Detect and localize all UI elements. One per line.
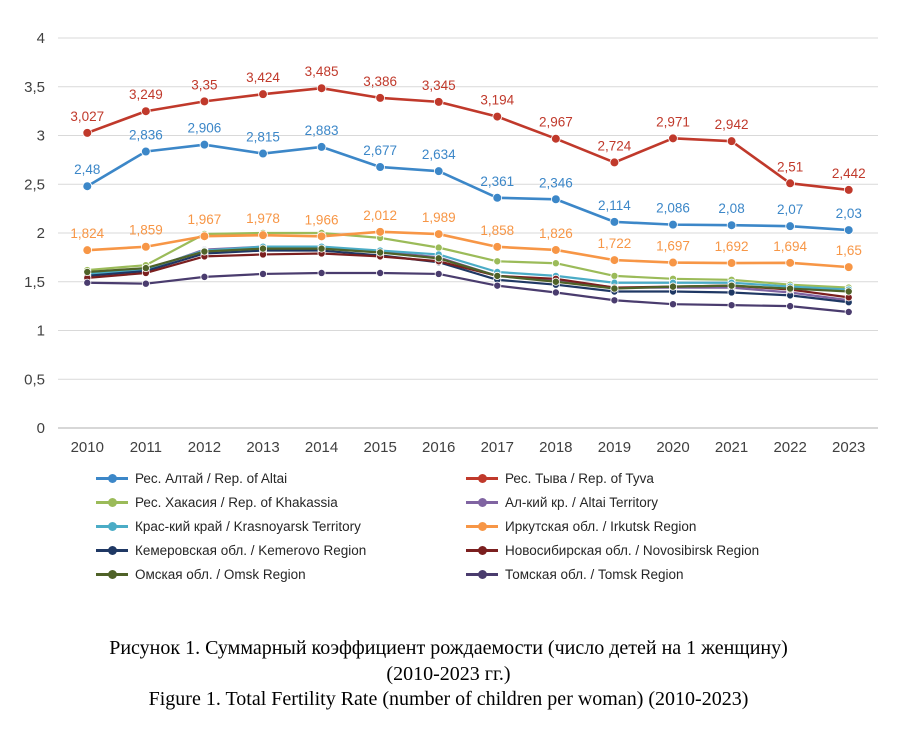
series-point: [84, 279, 91, 286]
data-point-label: 2,51: [777, 159, 804, 175]
y-axis-tick-label: 4: [36, 30, 45, 47]
series-point: [552, 278, 559, 285]
data-point-label: 2,815: [246, 129, 280, 145]
data-point-label: 2,836: [128, 127, 163, 143]
series-point: [845, 308, 852, 315]
series-point: [376, 227, 385, 236]
series-point: [317, 143, 326, 152]
x-axis-tick-label: 2020: [656, 439, 690, 456]
series-point: [669, 134, 678, 143]
series-point: [259, 245, 266, 252]
series-point: [376, 163, 385, 172]
figure-caption: [0, 636, 897, 713]
data-point-label: 3,194: [480, 92, 515, 108]
series-point: [669, 220, 678, 229]
series-point: [318, 245, 325, 252]
legend-label: Иркутская обл. / Irkutsk Region: [505, 518, 697, 534]
legend-marker-icon: [96, 543, 128, 557]
legend-marker-icon: [96, 519, 128, 533]
y-axis-tick-label: 0,5: [24, 371, 45, 389]
legend-marker-icon: [466, 543, 498, 557]
chart-legend: [96, 466, 836, 586]
legend-label: Рес. Хакасия / Rep. of Khakassia: [135, 494, 338, 510]
legend-label: Кемеровская обл. / Kemerovo Region: [135, 542, 367, 558]
data-point-label: 2,442: [831, 165, 866, 181]
series-point: [611, 272, 618, 279]
data-point-label: 2,942: [714, 117, 749, 133]
data-point-label: 2,086: [656, 200, 690, 216]
legend-item[interactable]: [96, 543, 466, 558]
series-point: [611, 285, 618, 292]
series-point: [83, 246, 92, 255]
series-point: [83, 128, 92, 137]
data-point-label: 2,346: [538, 175, 573, 191]
series-point: [200, 232, 209, 241]
x-axis-tick-label: 2017: [480, 439, 514, 456]
legend-item[interactable]: [96, 471, 466, 486]
x-axis-tick-label: 2015: [363, 439, 397, 456]
series-point: [844, 263, 853, 272]
data-point-label: 1,722: [597, 236, 632, 252]
data-point-label: 1,65: [835, 243, 862, 259]
series-point: [728, 289, 735, 296]
legend-marker-icon: [466, 471, 498, 485]
series-point: [727, 137, 736, 146]
series-point: [787, 303, 794, 310]
caption-line-1: Рисунок 1. Суммарный коэффициент рождаемости (число детей на 1 женщину): [109, 637, 788, 659]
series-point: [142, 265, 149, 272]
series-point: [552, 260, 559, 267]
series-point: [727, 221, 736, 230]
legend-marker-icon: [466, 567, 498, 581]
series-point: [200, 97, 209, 106]
series-point: [200, 140, 209, 149]
data-point-label: 1,966: [304, 212, 339, 228]
series-point: [434, 230, 443, 239]
caption-line-3: Figure 1. Total Fertility Rate (number of children per woman) (2010-2023): [148, 688, 749, 711]
series-point: [727, 259, 736, 268]
data-point-label: 1,859: [128, 222, 163, 238]
x-axis-tick-label: 2013: [246, 439, 280, 456]
x-axis-tick-label: 2023: [832, 439, 866, 456]
series-point: [551, 195, 560, 204]
series-point: [259, 231, 268, 240]
legend-item[interactable]: [466, 543, 836, 558]
series-point: [83, 182, 92, 191]
y-axis-tick-label: 3,5: [24, 78, 45, 96]
series-point: [551, 246, 560, 255]
data-point-label: 2,012: [363, 207, 398, 223]
data-point-label: 1,692: [714, 239, 749, 255]
x-axis-tick-label: 2022: [773, 439, 807, 456]
series-point: [434, 97, 443, 106]
data-point-label: 3,249: [128, 87, 163, 103]
legend-marker-icon: [466, 519, 498, 533]
series-point: [201, 248, 208, 255]
series-point: [494, 272, 501, 279]
series-point: [844, 226, 853, 235]
data-point-label: 1,989: [421, 210, 456, 226]
series-point: [435, 244, 442, 251]
data-point-label: 2,48: [74, 162, 101, 178]
series-point: [434, 167, 443, 176]
y-axis-tick-label: 1: [36, 322, 45, 340]
legend-marker-icon: [466, 495, 498, 509]
data-point-label: 2,03: [835, 206, 862, 222]
data-point-label: 3,386: [363, 73, 398, 89]
series-point: [493, 242, 502, 251]
legend-item[interactable]: [466, 495, 836, 510]
x-axis-tick-label: 2018: [539, 439, 573, 456]
legend-item[interactable]: [466, 471, 836, 486]
data-point-label: 2,08: [718, 201, 745, 217]
series-point: [786, 222, 795, 231]
y-axis-tick-label: 0: [36, 420, 45, 437]
series-point: [318, 269, 325, 276]
data-point-label: 1,978: [246, 211, 280, 227]
series-point: [611, 297, 618, 304]
x-axis-tick-label: 2014: [304, 439, 339, 456]
series-point: [493, 112, 502, 121]
series-point: [376, 93, 385, 102]
data-point-label: 3,345: [421, 77, 456, 93]
x-axis-tick-label: 2019: [597, 439, 632, 456]
legend-label: Рес. Алтай / Rep. of Altai: [135, 470, 288, 486]
x-axis-tick-label: 2011: [129, 439, 162, 456]
legend-item[interactable]: [466, 519, 836, 534]
legend-item[interactable]: [96, 495, 466, 510]
data-point-label: 2,971: [656, 114, 690, 130]
data-point-label: 3,424: [246, 70, 280, 86]
series-point: [259, 270, 266, 277]
series-point: [141, 107, 150, 116]
legend-marker-icon: [96, 471, 128, 485]
data-point-label: 2,724: [597, 138, 632, 154]
series-point: [786, 179, 795, 188]
data-point-label: 2,967: [538, 114, 573, 130]
data-point-label: 2,634: [421, 147, 456, 163]
data-point-label: 1,967: [187, 212, 222, 228]
data-point-label: 2,677: [363, 142, 398, 158]
x-axis-tick-label: 2016: [422, 439, 456, 456]
x-axis-tick-label: 2010: [70, 439, 104, 456]
legend-label: Рес. Тыва / Rep. of Tyva: [505, 470, 654, 486]
series-point: [377, 249, 384, 256]
y-axis-tick-label: 2: [36, 225, 45, 242]
series-point: [317, 84, 326, 93]
data-point-label: 1,826: [538, 225, 573, 241]
series-point: [435, 270, 442, 277]
series-point: [259, 90, 268, 99]
data-point-label: 3,485: [304, 64, 339, 80]
x-axis-tick-label: 2021: [714, 439, 749, 456]
data-point-label: 1,697: [656, 238, 690, 254]
series-point: [493, 193, 502, 202]
data-point-label: 2,361: [480, 173, 515, 189]
series-point: [728, 282, 735, 289]
series-point: [377, 269, 384, 276]
data-point-label: 2,883: [304, 122, 339, 138]
data-point-label: 1,694: [773, 238, 808, 254]
series-point: [141, 242, 150, 251]
y-axis-tick-label: 1,5: [24, 273, 45, 291]
caption-line-2: (2010-2023 гг.): [386, 662, 511, 685]
series-point: [669, 283, 676, 290]
series-point: [610, 217, 619, 226]
data-point-label: 2,07: [777, 202, 804, 218]
legend-label: Крас-кий край / Krasnoyarsk Territory: [135, 518, 361, 534]
series-point: [669, 301, 676, 308]
y-axis-tick-label: 3: [36, 127, 45, 145]
legend-label: Омская обл. / Omsk Region: [135, 566, 306, 582]
series-point: [317, 232, 326, 241]
series-point: [845, 288, 852, 295]
data-point-label: 2,906: [187, 120, 222, 136]
x-axis-tick-label: 2012: [187, 439, 222, 456]
series-point: [84, 268, 91, 275]
series-point: [141, 147, 150, 156]
legend-marker-icon: [96, 495, 128, 509]
legend-label: Ал-кий кр. / Altai Territory: [505, 494, 659, 510]
series-point: [610, 256, 619, 265]
series-point: [552, 289, 559, 296]
legend-label: Томская обл. / Tomsk Region: [505, 566, 684, 582]
legend-item[interactable]: [96, 519, 466, 534]
data-point-label: 1,858: [480, 222, 515, 238]
series-point: [610, 158, 619, 167]
series-point: [435, 255, 442, 262]
series-point: [786, 258, 795, 267]
series-point: [844, 186, 853, 195]
legend-item[interactable]: [96, 567, 466, 582]
data-point-label: 2,114: [598, 197, 631, 213]
data-point-label: 1,824: [70, 226, 105, 242]
series-point: [787, 285, 794, 292]
series-point: [728, 302, 735, 309]
legend-marker-icon: [96, 567, 128, 581]
y-axis-tick-label: 2,5: [24, 176, 45, 194]
data-point-label: 3,35: [191, 77, 218, 93]
legend-item[interactable]: [466, 567, 836, 582]
series-point: [669, 258, 678, 267]
series-point: [201, 273, 208, 280]
series-point: [494, 258, 501, 265]
series-point: [551, 134, 560, 143]
series-point: [142, 280, 149, 287]
data-point-label: 3,027: [70, 108, 105, 124]
series-point: [494, 282, 501, 289]
series-point: [259, 149, 268, 158]
legend-label: Новосибирская обл. / Novosibirsk Region: [505, 542, 760, 558]
